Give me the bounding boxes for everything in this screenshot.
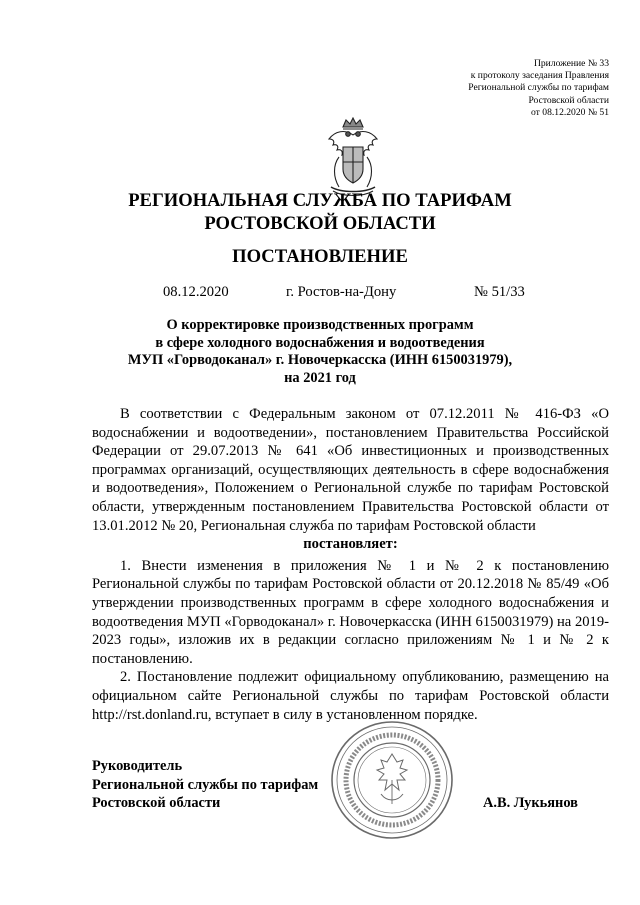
document-type: ПОСТАНОВЛЕНИЕ <box>232 246 408 267</box>
document-date: 08.12.2020 <box>163 284 229 300</box>
item-2-paragraph: 2. Постановление подлежит официальному опубликованию, размещению на официальном сайте Региональной службы по тарифам Ростовской области http://rst.donland.ru, вступает в силу в установленном порядке. <box>92 669 609 723</box>
item-1-paragraph: 1. Внести изменения в приложения № 1 и № 2 к постановлению Региональной службы по тарифам Ростовской области от 20.12.2018 № 85/49 «Об утверждении производственных программ в сфере холодного водоснабжения и водоотведения МУП «Горводоканал» г. Новочеркасска (ИНН 6150031979) на 2019-2023 годы», изложив их в редакции согласно приложениям № 1 и № 2 к постановлению. <box>92 557 609 667</box>
document-body <box>92 405 609 724</box>
signatory-position <box>92 757 318 813</box>
subject-line: в сфере холодного водоснабжения и водоотведения <box>155 334 485 351</box>
position-line: Ростовской области <box>92 795 221 812</box>
document-subject <box>80 317 560 387</box>
appendix-line: от 08.12.2020 № 51 <box>531 106 609 118</box>
document-number: № 51/33 <box>474 284 525 300</box>
appendix-line: к протоколу заседания Правления <box>470 70 609 82</box>
seal-icon <box>329 718 455 842</box>
position-line: Руководитель <box>92 758 183 774</box>
organization-line-2: РОСТОВСКОЙ ОБЛАСТИ <box>204 213 436 234</box>
organization-title <box>60 189 580 235</box>
subject-line: на 2021 год <box>284 369 356 386</box>
appendix-line: Ростовской области <box>528 94 609 106</box>
document-city: г. Ростов-на-Дону <box>286 284 397 300</box>
organization-line-1: РЕГИОНАЛЬНАЯ СЛУЖБА ПО ТАРИФАМ <box>128 190 512 211</box>
subject-line: О корректировке производственных программ <box>166 317 474 333</box>
subject-line: МУП «Горводоканал» г. Новочеркасска (ИНН 6150031979), <box>127 352 513 369</box>
preamble-paragraph: В соответствии с Федеральным законом от 07.12.2011 № 416-ФЗ «О водоснабжении и водоотведении», постановлением Правительства Российской Федерации от 29.07.2013 № 641 «Об инвестиционных и производственных программах организаций, осуществляющих деятельность в сфере водоснабжения и водоотведения», Положением о Региональной службе по тарифам Ростовской области, утвержденным постановлением Правительства Ростовской области от 13.01.2012 № 20, Региональная служба по тарифам Ростовской области <box>92 406 609 534</box>
position-line: Региональной службы по тарифам <box>92 776 319 793</box>
coat-of-arms-icon <box>319 117 387 199</box>
appendix-line: Приложение № 33 <box>533 58 609 69</box>
appendix-note <box>369 58 609 119</box>
resolves-heading: постановляет: <box>303 536 398 553</box>
signatory-name: А.В. Лукьянов <box>483 795 578 811</box>
appendix-line: Региональной службы по тарифам <box>468 82 609 94</box>
